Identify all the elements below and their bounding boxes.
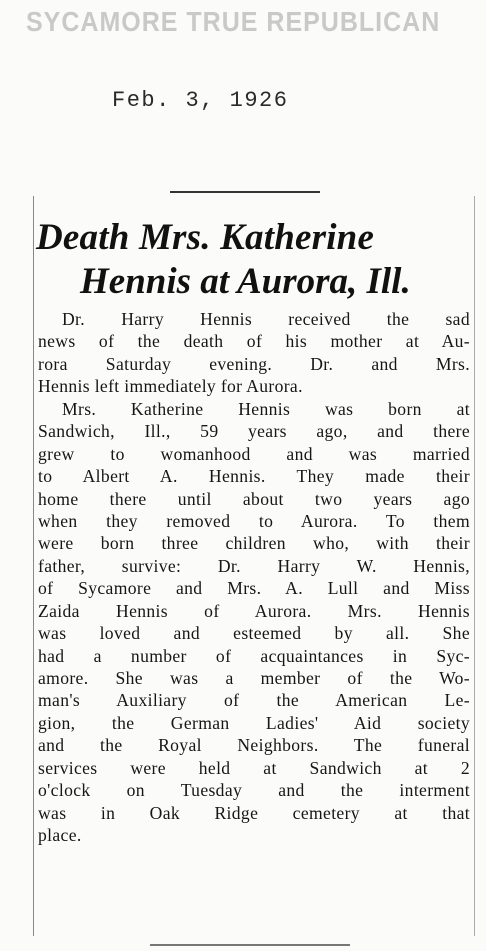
newspaper-name-stamp: SYCAMORE TRUE REPUBLICAN [26,6,441,38]
body-line: o'clock on Tuesday and the interment [38,780,470,801]
article-body [38,308,470,847]
body-line: amore. She was a member of the Wo- [38,668,470,688]
body-line: Hennis left immediately for Aurora. [38,376,303,397]
headline-line-1: Death Mrs. Katherine [36,217,375,258]
paragraph-2 [38,398,470,847]
body-line: were born three children who, with their [38,533,470,554]
body-line: was loved and esteemed by all. She [38,623,470,644]
body-line: Mrs. Katherine Hennis was born at [62,398,470,419]
top-rule [170,191,320,193]
bottom-rule [150,944,350,946]
body-line: to Albert A. Hennis. They made their [38,466,470,487]
headline-line-2: Hennis at Aurora, Ill. [80,261,411,302]
body-line: Zaida Hennis of Aurora. Mrs. Hennis [38,600,470,621]
body-line: was in Oak Ridge cemetery at that [38,802,470,823]
clipping-date: Feb. 3, 1926 [112,88,289,113]
body-line: had a number of acquaintances in Syc- [38,645,470,666]
body-line: man's Auxiliary of the American Le- [38,690,470,711]
article-headline [36,216,472,304]
body-line: father, survive: Dr. Harry W. Hennis, [38,555,470,576]
body-line: and the Royal Neighbors. The funeral [38,735,470,756]
body-line: home there until about two years ago [38,488,470,509]
body-line: grew to womanhood and was married [38,443,470,464]
body-line: rora Saturday evening. Dr. and Mrs. [38,353,470,374]
body-line: place. [38,825,82,846]
clipping-right-edge [474,196,475,936]
body-line: when they removed to Aurora. To them [38,510,470,531]
paragraph-1 [38,308,470,398]
body-line: news of the death of his mother at Au- [38,331,470,352]
body-line: Sandwich, Ill., 59 years ago, and there [38,421,470,442]
body-line: gion, the German Ladies' Aid society [38,712,470,733]
body-line: services were held at Sandwich at 2 [38,757,470,778]
body-line: of Sycamore and Mrs. A. Lull and Miss [38,578,470,599]
body-line: Dr. Harry Hennis received the sad [62,309,470,329]
clipping-left-edge [33,196,34,936]
